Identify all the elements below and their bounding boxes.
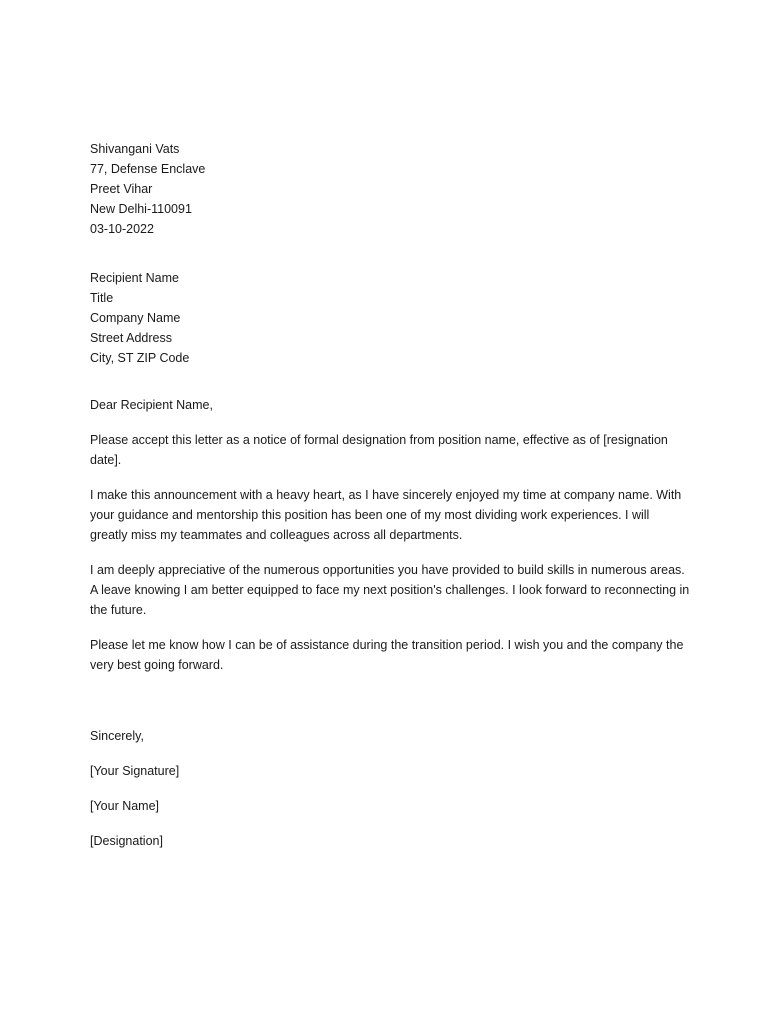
recipient-street: Street Address: [90, 331, 172, 345]
sender-address-line2: Preet Vihar: [90, 182, 153, 196]
recipient-city-state-zip: City, ST ZIP Code: [90, 351, 190, 365]
sender-name: Shivangani Vats: [90, 142, 180, 156]
sender-address-line1: 77, Defense Enclave: [90, 162, 206, 176]
spacer: [90, 239, 690, 268]
name-placeholder: [Your Name]: [90, 799, 160, 813]
recipient-title: Title: [90, 291, 114, 305]
body-paragraph: I am deeply appreciative of the numerous opportunities you have provided to build skills in numerous areas. A leave knowing I am better equipped to face my next position's challenges. I look forward to reconnecting in the future.: [90, 563, 690, 617]
body-paragraph: I make this announcement with a heavy heart, as I have sincerely enjoyed my time at company name. With your guidance and mentorship this position has been one of my most dividing work experiences. I will greatly miss my teammates and colleagues across all departments.: [90, 488, 682, 542]
closing-block: [90, 726, 690, 851]
sender-city-zip: New Delhi-110091: [90, 202, 192, 216]
spacer: [90, 368, 690, 395]
letter-date: 03-10-2022: [90, 222, 154, 236]
sender-address-block: [90, 139, 690, 239]
recipient-name: Recipient Name: [90, 271, 179, 285]
valediction: Sincerely,: [90, 729, 144, 743]
body-paragraph: Please accept this letter as a notice of formal designation from position name, effective as of [resignation date].: [90, 433, 668, 467]
body-paragraph: Please let me know how I can be of assistance during the transition period. I wish you and the company the very best going forward.: [90, 638, 684, 672]
designation-placeholder: [Designation]: [90, 834, 163, 848]
recipient-address-block: [90, 268, 690, 368]
letter-page: [90, 139, 690, 866]
salutation: Dear Recipient Name,: [90, 398, 213, 412]
recipient-company: Company Name: [90, 311, 181, 325]
signature-placeholder: [Your Signature]: [90, 764, 180, 778]
